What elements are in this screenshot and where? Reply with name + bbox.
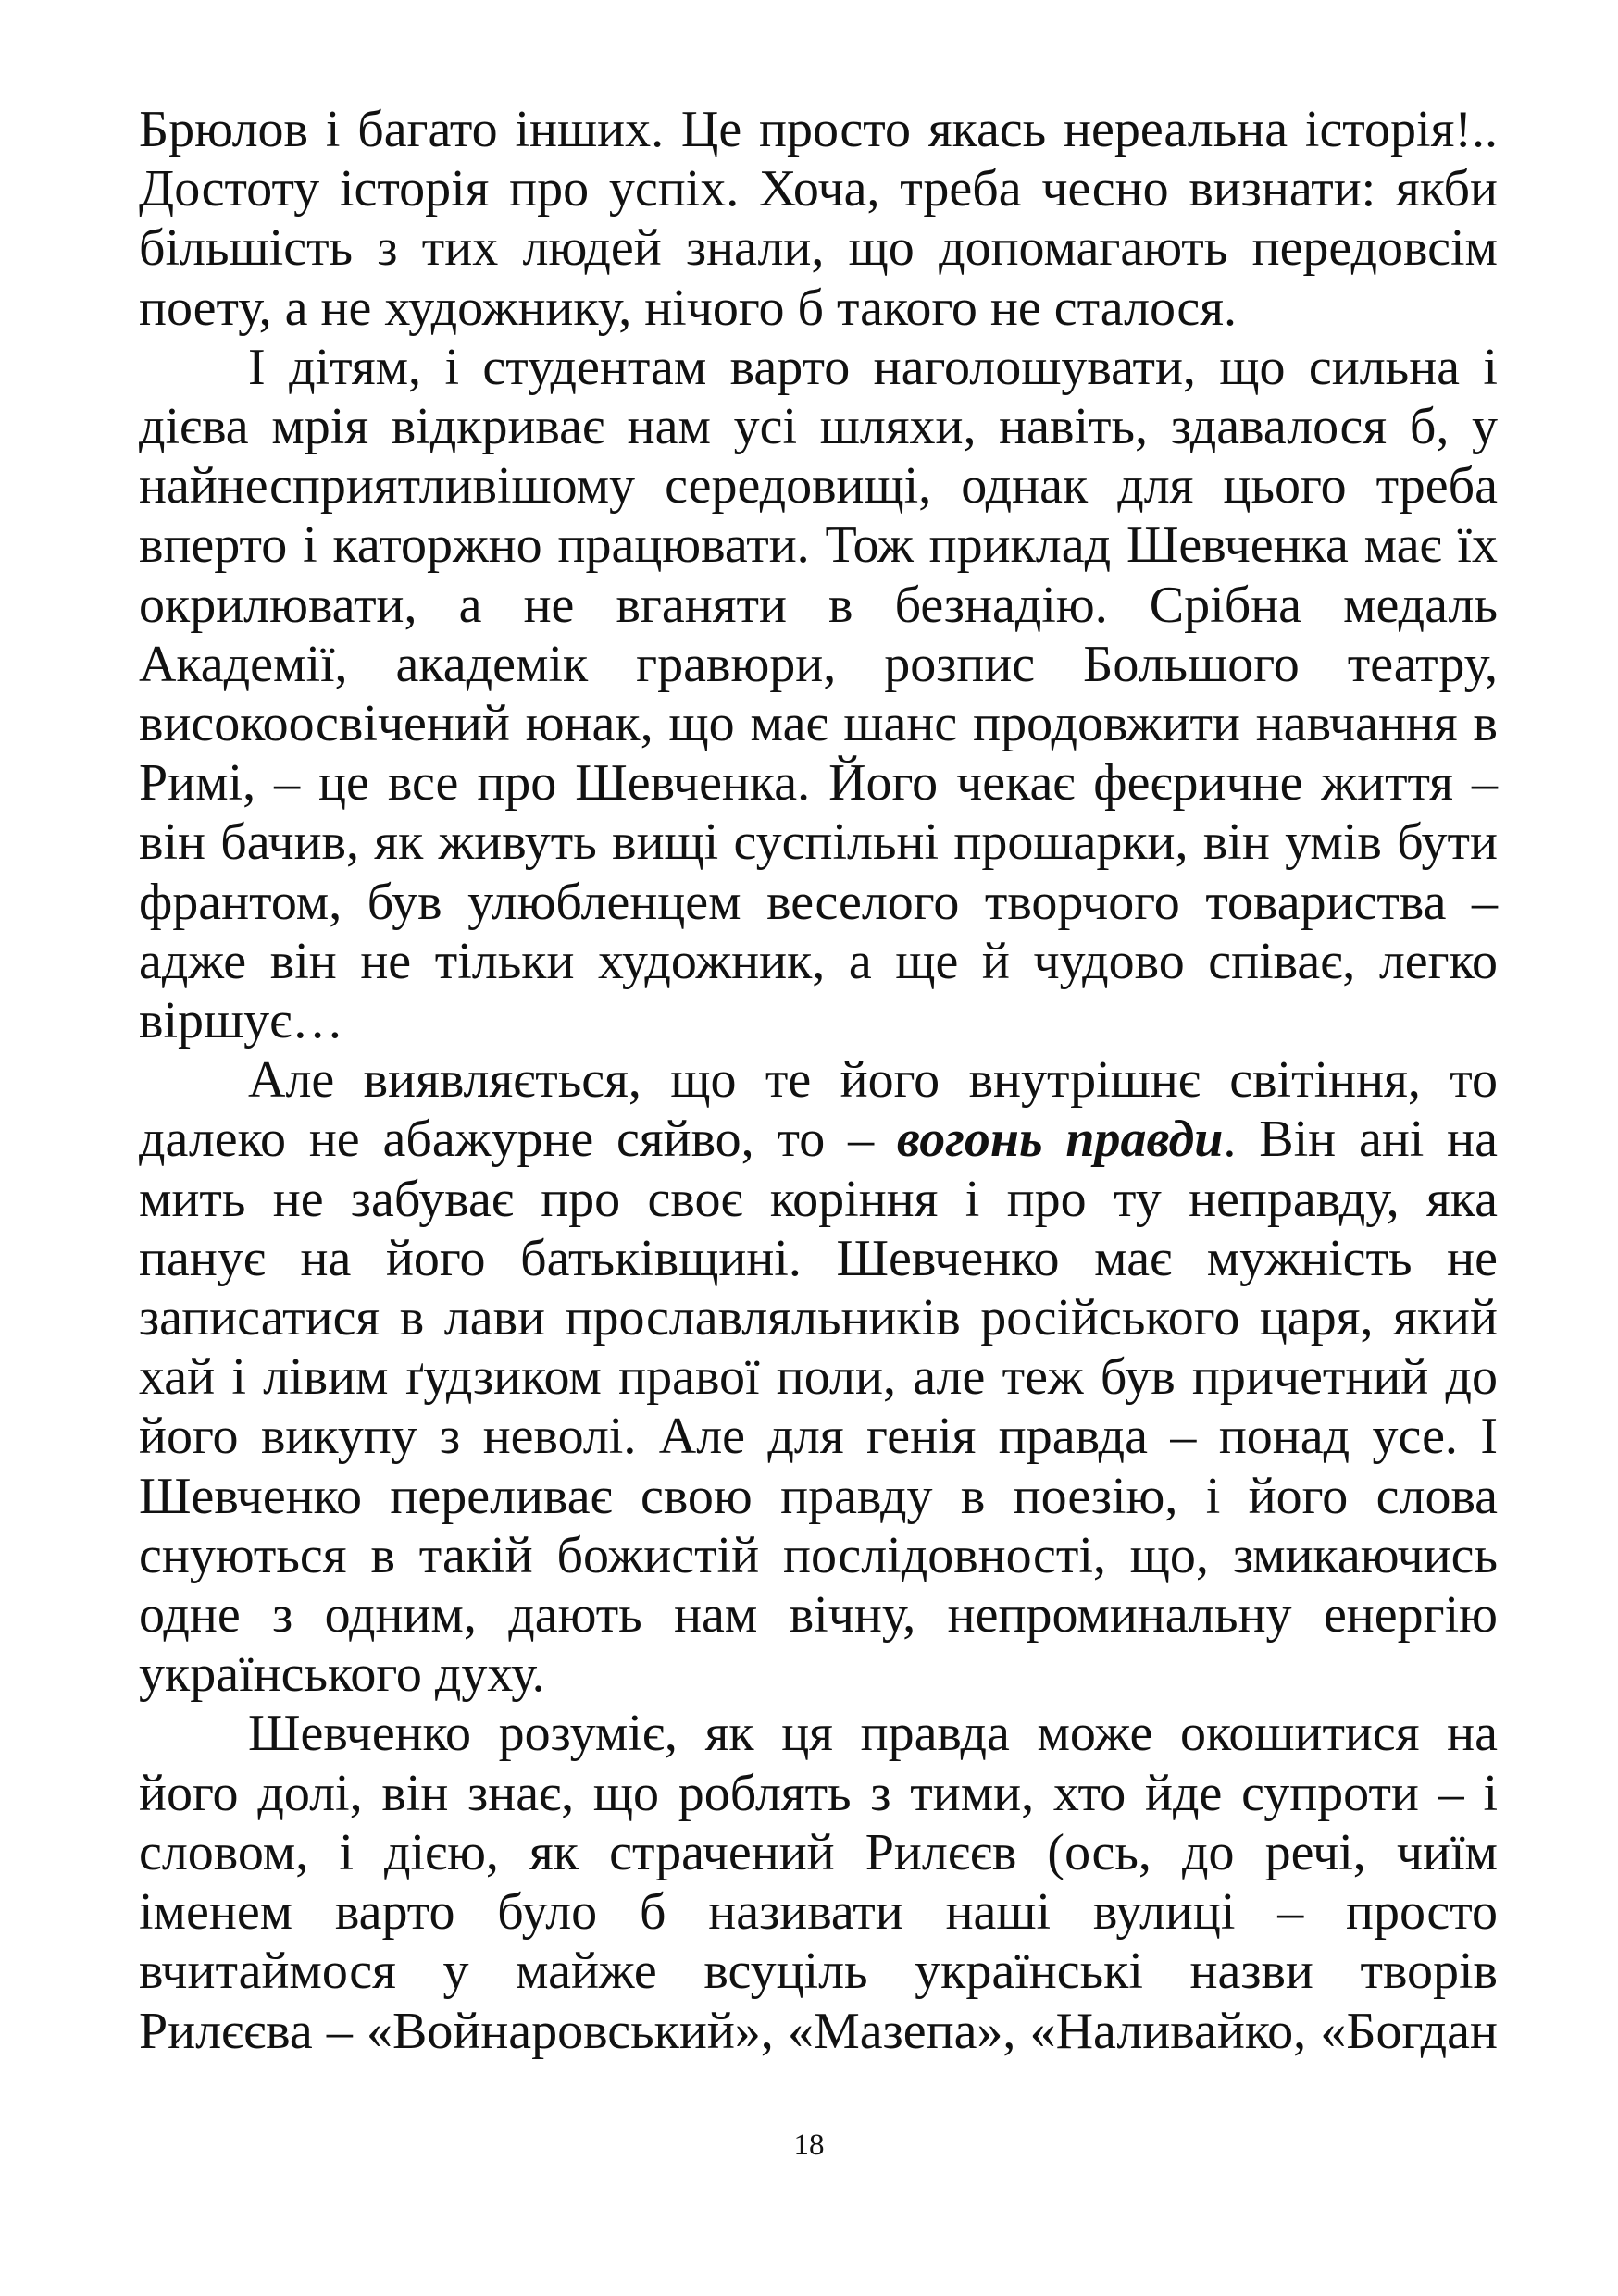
text-line: поету, а не художнику, нічого б такого не сталося. <box>139 279 1238 337</box>
text-line: його викупу з неволі. Але для генія правда – понад усе. І <box>139 1408 1498 1466</box>
text-line: найнесприятливішому середовищі, однак для цього треба <box>139 457 1498 515</box>
text-body <box>139 100 1498 2061</box>
paragraph <box>139 338 1498 1050</box>
text-line: франтом, був улюбленцем веселого творчого товариства – <box>139 873 1498 931</box>
text-line: вперто і каторжно працювати. Тож приклад Шевченка має їх <box>139 516 1498 575</box>
text-segment: далеко не абажурне сяйво, то – <box>139 1111 897 1169</box>
text-line: дієва мрія відкриває нам усі шляхи, навіть, здавалося б, у <box>139 398 1498 456</box>
text-line: записатися в лави прославляльників російського царя, який <box>139 1289 1498 1347</box>
text-line: адже він не тільки художник, а ще й чудово співає, легко <box>139 932 1498 990</box>
text-line: його долі, він знає, що роблять з тими, хто йде супроти – і <box>139 1764 1498 1822</box>
text-line: Академії, академік гравюри, розпис Большого театру, <box>139 635 1498 693</box>
text-segment: . Він ані на <box>1223 1111 1499 1169</box>
text-line: Римі, – це все про Шевченка. Його чекає феєричне життя – <box>139 754 1498 813</box>
paragraph <box>139 1050 1498 1704</box>
text-line: хай і лівим ґудзиком правої поли, але теж був причетний до <box>139 1348 1498 1407</box>
text-line: одне з одним, дають нам вічну, непроминальну енергію <box>139 1586 1498 1644</box>
text-line: І дітям, і студентам варто наголошувати, що сильна і <box>248 338 1498 396</box>
text-line: високоосвічений юнак, що має шанс продовжити навчання в <box>139 695 1498 753</box>
text-line: він бачив, як живуть вищі суспільні прошарки, він умів бути <box>139 813 1498 872</box>
text-line <box>139 1110 1498 1169</box>
text-line: українського духу. <box>139 1645 545 1704</box>
text-line: Шевченко розуміє, як ця правда може окошитися на <box>248 1705 1498 1763</box>
text-line: окрилювати, а не вганяти в безнадію. Срібна медаль <box>139 576 1498 634</box>
paragraph <box>139 1704 1498 2060</box>
text-line: словом, і дією, як страчений Рилєєв (ось, до речі, чиїм <box>139 1823 1498 1881</box>
text-line: іменем варто було б називати наші вулиці – просто <box>139 1883 1498 1942</box>
emphasis-text: вогонь правди <box>896 1111 1224 1169</box>
text-line: снуються в такій божистій послідовності, що, змикаючись <box>139 1526 1498 1584</box>
text-line: віршує… <box>139 992 344 1050</box>
text-line: більшість з тих людей знали, що допомагають передовсім <box>139 219 1498 278</box>
text-line: Рилєєва – «Войнаровський», «Мазепа», «Наливайко, «Богдан <box>139 2002 1498 2060</box>
text-line: Шевченко переливає свою правду в поезію, і його слова <box>139 1467 1498 1525</box>
text-line: Але виявляється, що те його внутрішнє світіння, то <box>248 1051 1498 1110</box>
text-line: Брюлов і багато інших. Це просто якась нереальна історія!.. <box>139 101 1498 158</box>
paragraph <box>139 100 1498 338</box>
text-line: Достоту історія про успіх. Хоча, треба чесно визнати: якби <box>139 160 1498 218</box>
text-line: вчитаймося у майже всуціль українські назви творів <box>139 1942 1498 2001</box>
text-line: панує на його батьківщині. Шевченко має мужність не <box>139 1229 1498 1287</box>
page-number: 18 <box>793 2128 825 2162</box>
text-line: мить не забуває про своє коріння і про ту неправду, яка <box>139 1170 1498 1228</box>
